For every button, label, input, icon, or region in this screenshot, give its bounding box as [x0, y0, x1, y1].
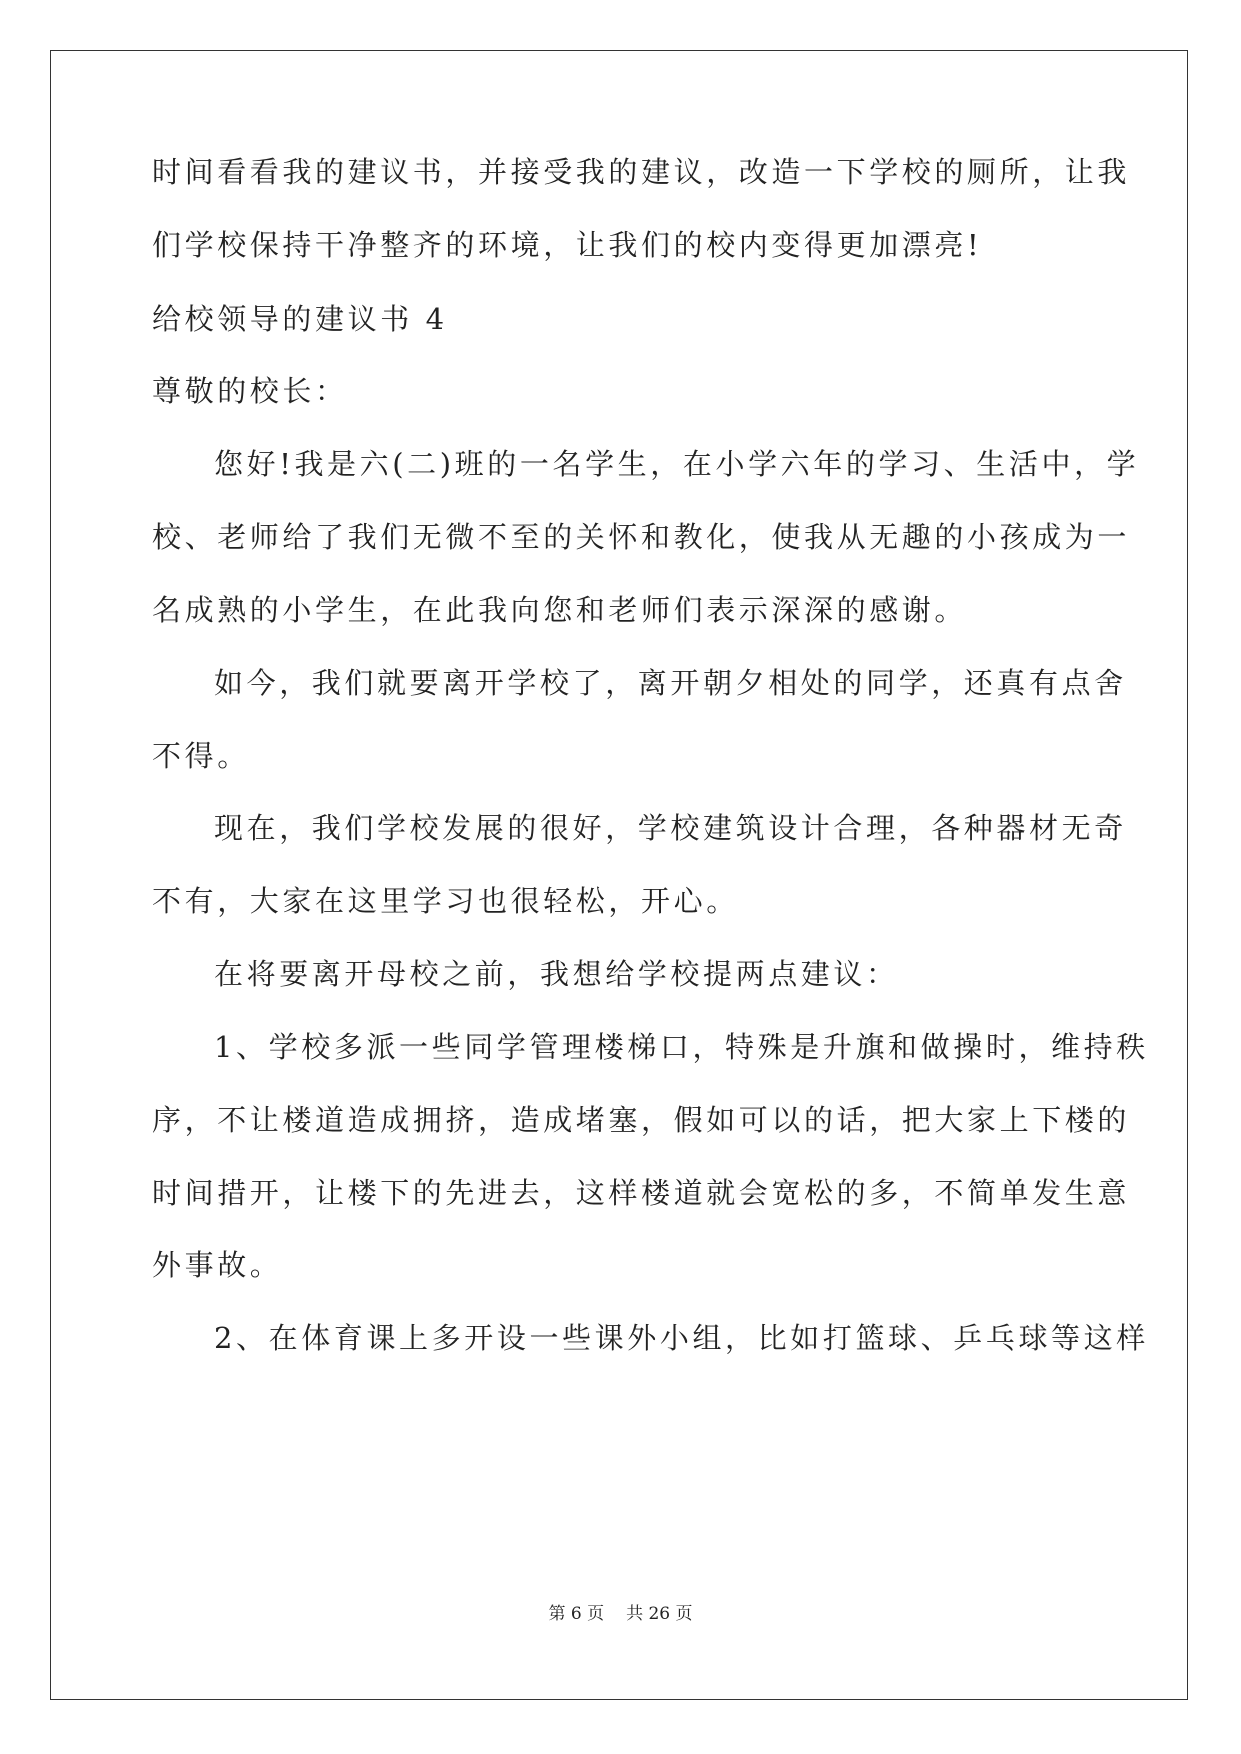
section-heading: 给校领导的建议书 4: [152, 302, 448, 336]
text-line: 如今，我们就要离开学校了，离开朝夕相处的同学，还真有点舍: [214, 666, 1127, 700]
text-line: 您好!我是六(二)班的一名学生，在小学六年的学习、生活中，学: [214, 447, 1140, 481]
text-line: 外事故。: [152, 1248, 283, 1282]
text-line: 时间措开，让楼下的先进去，这样楼道就会宽松的多，不简单发生意: [152, 1176, 1131, 1210]
page-total: 共 26 页: [626, 1604, 693, 1624]
text-line: 不有，大家在这里学习也很轻松，开心。: [152, 884, 739, 918]
text-line: 现在，我们学校发展的很好，学校建筑设计合理，各种器材无奇: [214, 811, 1127, 845]
page-number: 第 6 页: [548, 1604, 605, 1624]
text-line: 序，不让楼道造成拥挤，造成堵塞，假如可以的话，把大家上下楼的: [152, 1103, 1131, 1137]
page-border: [50, 50, 1188, 1700]
text-line: 时间看看我的建议书，并接受我的建议，改造一下学校的厕所，让我: [152, 155, 1131, 189]
text-line: 们学校保持干净整齐的环境，让我们的校内变得更加漂亮!: [152, 228, 983, 262]
text-line: 校、老师给了我们无微不至的关怀和教化，使我从无趣的小孩成为一: [152, 520, 1131, 554]
text-line: 1、学校多派一些同学管理楼梯口，特殊是升旗和做操时，维持秩: [214, 1030, 1149, 1064]
text-line: 不得。: [152, 739, 250, 773]
text-line: 2、在体育课上多开设一些课外小组，比如打篮球、乒乓球等这样: [214, 1321, 1149, 1355]
page-footer: [0, 1603, 1241, 1625]
text-line: 在将要离开母校之前，我想给学校提两点建议：: [214, 957, 899, 991]
text-line: 名成熟的小学生，在此我向您和老师们表示深深的感谢。: [152, 593, 968, 627]
salutation: 尊敬的校长：: [152, 374, 348, 408]
